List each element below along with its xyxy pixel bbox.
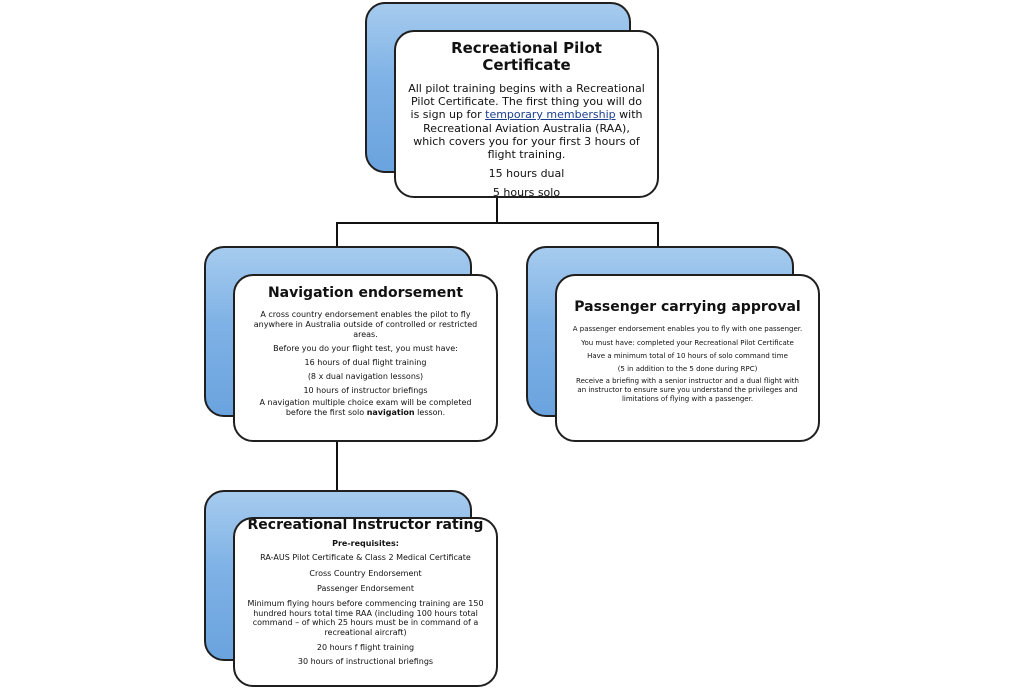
instructor-cross: Cross Country Endorsement xyxy=(309,568,422,578)
passenger-min: Have a minimum total of 10 hours of solo command time xyxy=(587,351,788,360)
rpc-desc-pre: All pilot training begins with a Recreational Pilot Certificate. The first thing you will do is sign up for xyxy=(408,82,645,122)
temporary-membership-link[interactable]: temporary membership xyxy=(485,108,616,122)
rpc-solo-hours: 5 hours solo xyxy=(492,186,561,198)
passenger-must: You must have: completed your Recreational Pilot Certificate xyxy=(581,338,794,347)
rpc-description xyxy=(406,82,647,161)
nav-exam-pre: A navigation multiple choice exam will be completed before the first solo xyxy=(259,398,472,418)
passenger-brief: Receive a briefing with a senior instructor and a dual flight with an instructor to ensure sure you understand the privileges and limitations of flying with a passenger. xyxy=(576,376,799,404)
connector-passenger-up xyxy=(657,222,659,248)
rpc-desc-post: with Recreational Aviation Australia (RAA), which covers you for your first 3 hours of flight training. xyxy=(413,108,643,161)
nav-title: Navigation endorsement xyxy=(267,285,464,301)
nav-card xyxy=(233,274,498,442)
rpc-dual-hours: 15 hours dual xyxy=(488,167,565,181)
nav-lessons: (8 x dual navigation lessons) xyxy=(307,372,424,382)
instructor-cert: RA-AUS Pilot Certificate & Class 2 Medical Certificate xyxy=(260,553,471,563)
passenger-card xyxy=(555,274,820,442)
instructor-card xyxy=(233,517,498,687)
nav-exam-post: lesson. xyxy=(417,408,446,418)
nav-dual-hours: 16 hours of dual flight training xyxy=(304,358,427,368)
instructor-prereq: Pre-requisites: xyxy=(332,539,399,549)
nav-briefings: 10 hours of instructor briefings xyxy=(303,386,428,396)
connector-nav-instructor xyxy=(336,441,338,491)
rpc-card xyxy=(394,30,659,198)
instructor-min: Minimum flying hours before commencing training are 150 hundred hours total time RAA (including 100 hours total command – of which 25 hours must be in command of a recreational aircraft) xyxy=(247,598,484,637)
connector-rpc-down xyxy=(496,198,498,223)
passenger-description: A passenger endorsement enables you to fly with one passenger. xyxy=(572,325,803,334)
connector-nav-up xyxy=(336,222,338,248)
instructor-flight: 20 hours f flight training xyxy=(316,643,415,653)
nav-exam-bold: navigation xyxy=(366,408,415,418)
rpc-title: Recreational Pilot Certificate xyxy=(451,39,602,74)
instructor-brief: 30 hours of instructional briefings xyxy=(297,657,434,667)
passenger-title: Passenger carrying approval xyxy=(574,299,801,315)
nav-before: Before you do your flight test, you must have: xyxy=(273,344,458,354)
instructor-title: Recreational Instructor rating xyxy=(247,517,484,533)
passenger-addition: (5 in addition to the 5 done during RPC) xyxy=(617,364,758,373)
instructor-pass: Passenger Endorsement xyxy=(317,583,414,593)
connector-horizontal xyxy=(336,222,659,224)
nav-description: A cross country endorsement enables the pilot to fly anywhere in Australia outside of controlled or restricted areas. xyxy=(253,310,478,340)
nav-exam xyxy=(247,398,484,418)
